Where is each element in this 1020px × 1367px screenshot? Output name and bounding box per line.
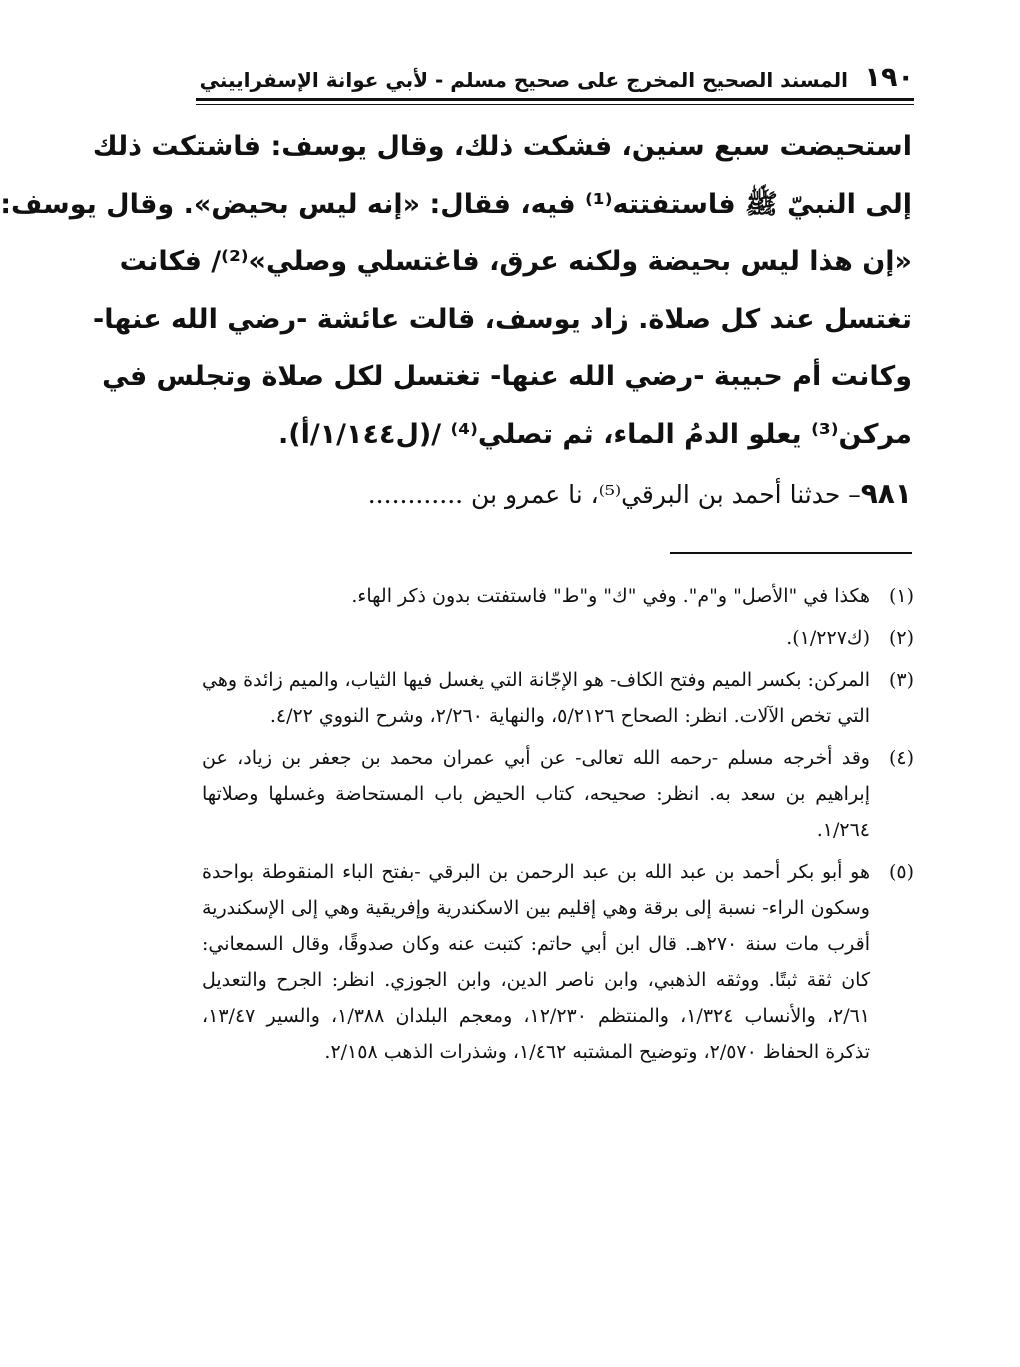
footnote-text: المركن: بكسر الميم وفتح الكاف- هو الإجّانة التي يغسل فيها الثياب، والميم زائدة وهي التي تخص الآلات. انظر: الصحاح ٥/٢١٢٦، والنهاية ٢/٢٦٠، وشرح النووي ٤/٢٢. — [202, 669, 870, 727]
main-text-line: إلى النبيّ ﷺ فاستفتته⁽¹⁾ فيه، فقال: «إنه ليس بحيض». وقال يوسف: — [0, 188, 912, 220]
footnote — [202, 620, 914, 656]
main-text-line: «إن هذا ليس بحيضة ولكنه عرق، فاغتسلي وصلي»⁽²⁾/ فكانت — [119, 246, 912, 277]
footnote-text: هكذا في "الأصل" و"م". وفي "ك" و"ط" فاستفتت بدون ذكر الهاء. — [351, 585, 870, 607]
main-text — [0, 118, 912, 463]
main-text-line: استحيضت سبع سنين، فشكت ذلك، وقال يوسف: فاشتكت ذلك — [92, 131, 912, 162]
footnote — [202, 578, 914, 614]
footnote — [202, 740, 914, 848]
footnote-number: (٢) — [888, 627, 914, 649]
hadith-number: ٩٨١ — [860, 477, 912, 510]
footnotes — [202, 578, 914, 1076]
hadith-text: – حدثنا أحمد بن البرقي⁽⁵⁾، نا عمرو بن ............ — [367, 480, 861, 509]
footnote-separator — [670, 552, 912, 554]
footnote-text: هو أبو بكر أحمد بن عبد الله بن عبد الرحمن بن البرقي -بفتح الباء المنقوطة بواحدة وسكون الراء- نسبة إلى برقة وهي إقليم بين الاسكندرية وإفريقية وهي إلى الإسكندرية أقرب مات سنة ٢٧٠هـ. قال ابن أبي حاتم: كتبت عنه وكان صدوقًا، وقال السمعاني: كان ثقة ثبتًا. ووثقه الذهبي، وابن ناصر الدين، وابن الجوزي. انظر: الجرح والتعديل ٢/٦١، والأنساب ١/٣٢٤، والمنتظم ١٢/٢٣٠، ومعجم البلدان ١/٣٨٨، والسير ١٣/٤٧، تذكرة الحفاظ ٢/٥٧٠، وتوضيح المشتبه ١/٤٦٢، وشذرات الذهب ٢/١٥٨. — [202, 861, 871, 1063]
footnote-number: (١) — [888, 585, 914, 607]
page-number: ١٩٠ — [864, 62, 914, 93]
running-title: المسند الصحيح المخرج على صحيح مسلم - لأبي عوانة الإسفراييني — [199, 68, 848, 92]
main-text-line: وكانت أم حبيبة -رضي الله عنها- تغتسل لكل صلاة وتجلس في — [102, 361, 912, 392]
header-rule-thick — [196, 98, 914, 101]
hadith-entry — [198, 470, 912, 519]
page-header — [196, 60, 914, 98]
footnote-number: (٣) — [888, 669, 914, 691]
main-text-line: مركن⁽³⁾ يعلو الدمُ الماء، ثم تصلي⁽⁴⁾ /(ل١/١٤٤/أ). — [277, 418, 912, 450]
footnote — [202, 854, 914, 1070]
footnote-number: (٤) — [888, 747, 914, 769]
footnote-text: (ك١/٢٢٧). — [786, 627, 870, 649]
footnote-number: (٥) — [888, 861, 914, 883]
footnote — [202, 662, 914, 734]
main-text-line: تغتسل عند كل صلاة. زاد يوسف، قالت عائشة -رضي الله عنها- — [93, 303, 912, 335]
footnote-text: وقد أخرجه مسلم -رحمه الله تعالى- عن أبي عمران محمد بن جعفر بن زياد، عن إبراهيم بن سعد به. انظر: صحيحه، كتاب الحيض باب المستحاضة وغسلها وصلاتها ١/٢٦٤. — [202, 747, 870, 841]
header-rule-thin — [196, 104, 914, 105]
